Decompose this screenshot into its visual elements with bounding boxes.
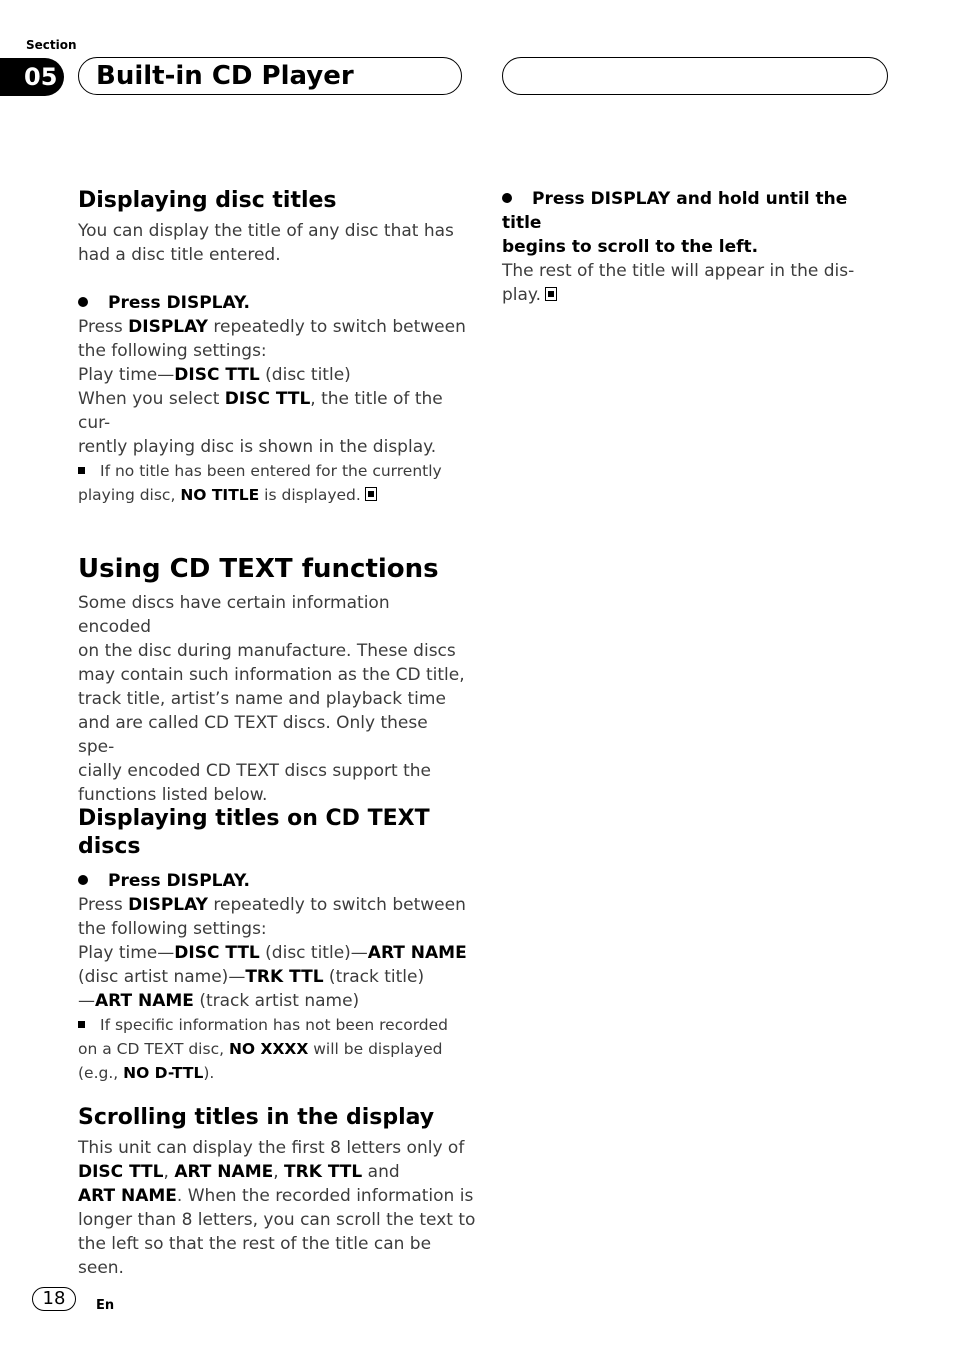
note-square-icon [78,467,85,474]
language-label: En [96,1298,115,1313]
text: on a CD TEXT disc, [78,1040,229,1058]
step-bullet [78,291,468,315]
note-line [78,1061,478,1085]
text: play. [502,285,541,305]
text: ). [203,1064,215,1082]
note-line [78,1013,478,1037]
body-line [502,283,892,307]
bold-term: DISPLAY [128,317,208,337]
body-line: longer than 8 letters, you can scroll the text to [78,1210,476,1230]
bold-term: NO D-TTL [123,1064,204,1082]
body-line [78,315,468,339]
section-number-tab: 05 [0,58,64,96]
text: When you select [78,389,225,409]
bold-term: ART NAME [367,943,467,963]
text: will be displayed [308,1040,443,1058]
section-label: Section [26,38,77,52]
note-line [78,459,468,483]
body-line [78,965,478,989]
text: repeatedly to switch between [207,317,466,337]
body-line: Some discs have certain information encoded [78,593,390,637]
body-line: on the disc during manufacture. These discs [78,641,456,661]
bold-term: ART NAME [78,1186,177,1206]
body-line: may contain such information as the CD title, [78,665,465,685]
text: is displayed. [259,486,361,504]
body-line [78,387,468,435]
body-line: The rest of the title will appear in the dis- [502,261,855,281]
body-line [78,1160,478,1184]
heading-scrolling-titles: Scrolling titles in the display [78,1105,435,1130]
heading-titles-cd-text: Displaying titles on CD TEXT discs [78,806,430,859]
bold-term: DISC TTL [174,365,260,385]
text: playing disc, [78,486,181,504]
body-line [78,941,478,965]
text: — [78,991,95,1011]
bold-term: NO XXXX [228,1040,309,1058]
heading-using-cd-text: Using CD TEXT functions [78,554,439,584]
step-text-continued: begins to scroll to the left. [502,237,759,257]
text: If no title has been entered for the currently [100,462,442,480]
bold-term: DISC TTL [78,1162,164,1182]
right-header-frame [502,57,888,95]
bold-term: NO TITLE [180,486,260,504]
intro-line-2: had a disc title entered. [78,245,281,265]
body-line: functions listed below. [78,785,268,805]
bold-term: TRK TTL [284,1162,363,1182]
step-bullet [78,869,478,893]
bold-term: DISC TTL [224,389,311,409]
text: (disc title) [259,365,351,385]
note-square-icon [78,1021,85,1028]
section-titles-cd-text [78,805,478,1085]
step-text: Press DISPLAY. [108,871,250,891]
body-line: rently playing disc is shown in the display. [78,437,437,457]
body-line [78,363,468,387]
text: Press [78,317,129,337]
bold-term: DISC TTL [174,943,260,963]
bold-term: ART NAME [174,1162,274,1182]
section-title: Built-in CD Player [96,61,354,91]
text: . When the recorded information is [176,1186,474,1206]
text: Play time— [78,365,175,385]
section-displaying-disc-titles [78,187,468,507]
bold-term: ART NAME [95,991,194,1011]
body-line [78,893,478,917]
text: Play time— [78,943,175,963]
step-text: Press DISPLAY and hold until the title [502,189,848,233]
bold-term: TRK TTL [245,967,324,987]
body-line: track title, artist’s name and playback time [78,689,446,709]
body-line: the following settings: [78,919,267,939]
right-column [502,187,892,307]
text: (track title) [323,967,425,987]
end-mark-icon [545,287,557,301]
text: (e.g., [78,1064,124,1082]
body-line: and are called CD TEXT discs. Only these spe- [78,713,428,757]
text: , [163,1162,175,1182]
intro-line-1: You can display the title of any disc that has [78,221,454,241]
section-using-cd-text [78,553,468,807]
body-line: This unit can display the first 8 letters only of [78,1138,465,1158]
text: (disc title)— [259,943,368,963]
page-number: 18 [32,1287,76,1311]
note-line [78,1037,478,1061]
step-text: Press DISPLAY. [108,293,250,313]
body-line: the following settings: [78,341,267,361]
bullet-dot-icon [78,875,88,885]
note-line [78,483,468,507]
body-line: cially encoded CD TEXT discs support the [78,761,431,781]
section-scrolling-titles [78,1104,478,1280]
text: , the title of the cur- [78,389,443,433]
text: (track artist name) [193,991,360,1011]
end-mark-icon [365,487,377,501]
text: (disc artist name)— [78,967,246,987]
bullet-dot-icon [502,193,512,203]
heading-displaying-disc-titles: Displaying disc titles [78,188,337,213]
body-line: the left so that the rest of the title can be seen. [78,1234,432,1278]
bold-term: DISPLAY [128,895,208,915]
text: and [362,1162,400,1182]
body-line [78,1184,478,1208]
text: Press [78,895,129,915]
text: If specific information has not been recorded [100,1016,449,1034]
text: repeatedly to switch between [207,895,466,915]
step-bullet [502,187,892,235]
bullet-dot-icon [78,297,88,307]
text: , [273,1162,285,1182]
body-line [78,989,478,1013]
paragraph [78,591,468,807]
